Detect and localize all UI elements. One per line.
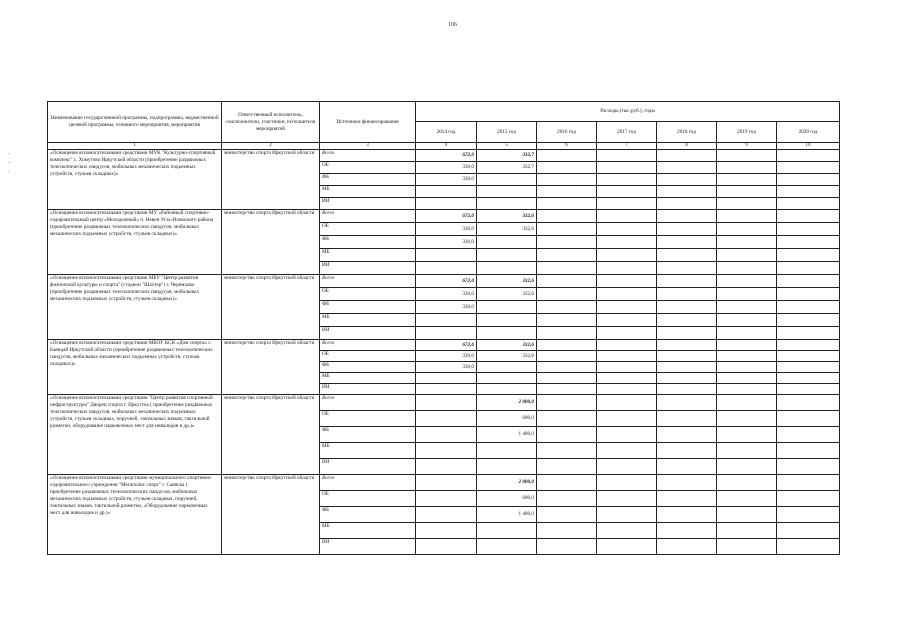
expense-cell bbox=[597, 523, 657, 539]
expense-cell: 672,0 bbox=[416, 150, 477, 162]
header-responsible: Ответственный исполнитель, соисполнители, участники, исполнители мероприятий bbox=[222, 102, 320, 143]
expense-cell bbox=[717, 362, 777, 373]
expense-cell: 332,6 bbox=[477, 223, 537, 236]
expense-cell: 336,0 bbox=[416, 301, 477, 314]
column-number: 1 bbox=[48, 143, 222, 150]
funding-source: МБ bbox=[320, 523, 416, 539]
expense-cell bbox=[477, 443, 537, 459]
expense-cell bbox=[597, 186, 657, 198]
expense-cell bbox=[597, 491, 657, 507]
expense-cell bbox=[717, 539, 777, 555]
expense-cell: 332,6 bbox=[477, 275, 537, 288]
column-number: 9 bbox=[717, 143, 777, 150]
expense-cell bbox=[477, 384, 537, 395]
expense-cell bbox=[777, 236, 840, 249]
expense-cell bbox=[717, 443, 777, 459]
expense-cell bbox=[777, 210, 840, 223]
expense-cell bbox=[477, 301, 537, 314]
funding-source: ИИ bbox=[320, 384, 416, 395]
expense-cell bbox=[597, 362, 657, 373]
expense-cell bbox=[657, 351, 717, 362]
expense-cell bbox=[537, 150, 597, 162]
expense-cell bbox=[537, 340, 597, 351]
column-number: 8 bbox=[657, 143, 717, 150]
header-year: 2017 год bbox=[597, 122, 657, 143]
expense-cell bbox=[777, 327, 840, 340]
expense-cell bbox=[477, 523, 537, 539]
expense-cell bbox=[416, 262, 477, 275]
expense-cell bbox=[537, 411, 597, 427]
expense-cell bbox=[477, 249, 537, 262]
expense-cell bbox=[777, 395, 840, 411]
expense-cell bbox=[657, 443, 717, 459]
expense-cell bbox=[657, 314, 717, 327]
expense-cell bbox=[597, 262, 657, 275]
funding-source: ФБ bbox=[320, 236, 416, 249]
expense-cell bbox=[597, 507, 657, 523]
expense-cell bbox=[597, 539, 657, 555]
expense-cell bbox=[777, 262, 840, 275]
header-year: 2019 год bbox=[717, 122, 777, 143]
expense-cell bbox=[717, 411, 777, 427]
expense-cell bbox=[537, 174, 597, 186]
funding-source: ИИ bbox=[320, 539, 416, 555]
expense-cell bbox=[717, 373, 777, 384]
expense-cell bbox=[597, 174, 657, 186]
expense-cell bbox=[416, 539, 477, 555]
expense-cell bbox=[597, 249, 657, 262]
expense-cell: 1 400,0 bbox=[477, 507, 537, 523]
activity-name: «Оснащение вспомогательными средствами МБОУ КСК «Дом спорта» с. Баяндай Иркутской области (приобретение раздвижных телескопических пандусов, мобильных механических подъемных устройств, стульев складных)» bbox=[48, 340, 222, 395]
expense-cell bbox=[717, 236, 777, 249]
expense-cell bbox=[657, 210, 717, 223]
expense-cell bbox=[717, 210, 777, 223]
funding-source: ОБ bbox=[320, 162, 416, 174]
funding-source: ОБ bbox=[320, 351, 416, 362]
expense-cell bbox=[597, 373, 657, 384]
funding-source: МБ bbox=[320, 373, 416, 384]
header-year: 2018 год bbox=[657, 122, 717, 143]
responsible-executor: министерство спорта Иркутской области bbox=[222, 475, 320, 555]
responsible-executor: министерство спорта Иркутской области bbox=[222, 340, 320, 395]
expense-cell bbox=[717, 249, 777, 262]
expense-cell: 332,6 bbox=[477, 351, 537, 362]
expense-cell bbox=[477, 362, 537, 373]
expense-cell: 336,0 bbox=[416, 362, 477, 373]
expense-cell bbox=[477, 236, 537, 249]
expense-cell bbox=[537, 459, 597, 475]
expense-cell bbox=[657, 301, 717, 314]
expense-cell bbox=[597, 340, 657, 351]
expense-cell bbox=[597, 411, 657, 427]
expense-cell bbox=[537, 395, 597, 411]
header-sources: Источники финансирования bbox=[320, 102, 416, 143]
expense-cell bbox=[777, 507, 840, 523]
expense-cell bbox=[416, 395, 477, 411]
table-row bbox=[48, 340, 840, 351]
expense-cell bbox=[477, 198, 537, 210]
expense-cell bbox=[597, 210, 657, 223]
column-number: 2 bbox=[222, 143, 320, 150]
expense-cell bbox=[777, 162, 840, 174]
expense-cell bbox=[657, 384, 717, 395]
activity-name: «Оснащение вспомогательными средствами МУК "Культурно-спортивный комплекс" с. Хомутово Иркутской области (приобретение раздвижных телескопических пандусов, мобильных механических подъемных устройств, стульев складных)» bbox=[48, 150, 222, 210]
expense-cell bbox=[477, 262, 537, 275]
expense-cell: 332,7 bbox=[477, 162, 537, 174]
expense-cell bbox=[777, 223, 840, 236]
expense-cell bbox=[717, 523, 777, 539]
funding-source: Всего bbox=[320, 475, 416, 491]
funding-source: ИИ bbox=[320, 198, 416, 210]
column-number: 4 bbox=[416, 143, 477, 150]
funding-source: ОБ bbox=[320, 223, 416, 236]
expense-cell bbox=[597, 162, 657, 174]
funding-source: МБ bbox=[320, 186, 416, 198]
expense-cell bbox=[537, 249, 597, 262]
funding-source: ИИ bbox=[320, 459, 416, 475]
expense-cell: 336,0 bbox=[416, 223, 477, 236]
expense-cell: 336,0 bbox=[416, 174, 477, 186]
expense-cell bbox=[477, 327, 537, 340]
funding-source: ИИ bbox=[320, 327, 416, 340]
page-number: 106 bbox=[448, 22, 457, 28]
funding-source: Всего bbox=[320, 150, 416, 162]
expense-cell bbox=[537, 351, 597, 362]
expense-cell bbox=[416, 327, 477, 340]
expense-cell: 1 400,0 bbox=[477, 427, 537, 443]
expense-cell bbox=[416, 523, 477, 539]
expenses-table bbox=[47, 101, 840, 555]
expense-cell bbox=[657, 249, 717, 262]
expense-cell bbox=[777, 198, 840, 210]
expense-cell bbox=[537, 288, 597, 301]
expense-cell bbox=[597, 236, 657, 249]
header-year: 2020 год bbox=[777, 122, 840, 143]
expense-cell bbox=[537, 523, 597, 539]
column-number: 7 bbox=[597, 143, 657, 150]
expense-cell bbox=[416, 475, 477, 491]
expense-cell bbox=[717, 351, 777, 362]
funding-source: МБ bbox=[320, 249, 416, 262]
expense-cell bbox=[597, 288, 657, 301]
expense-cell bbox=[416, 459, 477, 475]
expense-cell bbox=[597, 327, 657, 340]
expense-cell bbox=[597, 150, 657, 162]
expense-cell: 672,0 bbox=[416, 340, 477, 351]
expense-cell bbox=[717, 475, 777, 491]
expense-cell bbox=[597, 443, 657, 459]
table-row bbox=[48, 275, 840, 288]
expense-cell bbox=[657, 427, 717, 443]
expense-cell: 336,0 bbox=[416, 288, 477, 301]
expense-cell: 600,0 bbox=[477, 411, 537, 427]
column-number: 6 bbox=[537, 143, 597, 150]
expense-cell bbox=[477, 314, 537, 327]
expense-cell bbox=[537, 507, 597, 523]
funding-source: МБ bbox=[320, 314, 416, 327]
expense-cell bbox=[777, 362, 840, 373]
expense-cell bbox=[717, 507, 777, 523]
expense-cell bbox=[537, 427, 597, 443]
expense-cell bbox=[416, 384, 477, 395]
column-number: 3 bbox=[320, 143, 416, 150]
expense-cell bbox=[777, 384, 840, 395]
expense-cell bbox=[597, 427, 657, 443]
funding-source: Всего bbox=[320, 210, 416, 223]
header-year: 2015 год bbox=[477, 122, 537, 143]
expense-cell bbox=[416, 186, 477, 198]
expense-cell bbox=[777, 411, 840, 427]
expense-cell bbox=[537, 475, 597, 491]
expense-cell bbox=[477, 373, 537, 384]
expense-cell bbox=[717, 395, 777, 411]
expense-cell bbox=[777, 539, 840, 555]
expense-cell bbox=[597, 395, 657, 411]
expense-cell bbox=[717, 223, 777, 236]
expense-cell bbox=[597, 459, 657, 475]
expense-cell bbox=[416, 198, 477, 210]
expense-cell: 332,6 bbox=[477, 210, 537, 223]
funding-source: Всего bbox=[320, 395, 416, 411]
responsible-executor: министерство спорта Иркутской области bbox=[222, 150, 320, 210]
expense-cell bbox=[717, 275, 777, 288]
table-row bbox=[48, 210, 840, 223]
expense-cell bbox=[717, 301, 777, 314]
responsible-executor: министерство спорта Иркутской области bbox=[222, 395, 320, 475]
expense-cell bbox=[657, 475, 717, 491]
expense-cell bbox=[717, 459, 777, 475]
funding-source: ФБ bbox=[320, 507, 416, 523]
expense-cell bbox=[537, 275, 597, 288]
expense-cell bbox=[657, 395, 717, 411]
funding-source: ФБ bbox=[320, 427, 416, 443]
expense-cell bbox=[657, 327, 717, 340]
expense-cell bbox=[657, 411, 717, 427]
expense-cell bbox=[717, 340, 777, 351]
activity-name: «Оснащение вспомогательными средствами муниципального спортивно-оздоровительного учреждения "Мегаполис спорт" г. Саянска ( приобретение раздвижных телескопических пандусов, мобильных механических подъемных устройств, стульев складных, поручней, тактильных знаков, тактильной разметки, «Оборудование парковочных мест для инвалидов и др.)» bbox=[48, 475, 222, 555]
funding-source: МБ bbox=[320, 443, 416, 459]
expense-cell bbox=[597, 275, 657, 288]
expense-cell bbox=[537, 198, 597, 210]
expense-cell bbox=[416, 249, 477, 262]
margin-mark: - bbox=[8, 169, 10, 175]
funding-source: Всего bbox=[320, 340, 416, 351]
expense-cell bbox=[657, 275, 717, 288]
activity-name: «Оснащение вспомогательными средствами МУ «Районный спортивно-оздоровительный центр «Молодежный» п. Невон Усть-Илимского района (приобретение раздвижных телескопических пандусов, мобильных механических подъемных устройств, стульев складных)» bbox=[48, 210, 222, 275]
expense-cell bbox=[777, 150, 840, 162]
expense-cell bbox=[597, 301, 657, 314]
expense-cell bbox=[537, 223, 597, 236]
expense-cell bbox=[537, 186, 597, 198]
expense-cell: 332,6 bbox=[477, 340, 537, 351]
expense-cell bbox=[657, 459, 717, 475]
expense-cell bbox=[717, 327, 777, 340]
expense-cell: 332,7 bbox=[477, 150, 537, 162]
margin-marks bbox=[8, 150, 10, 177]
expense-cell: 672,0 bbox=[416, 210, 477, 223]
expense-cell bbox=[777, 288, 840, 301]
expense-cell: 336,0 bbox=[416, 351, 477, 362]
header-year: 2014 год bbox=[416, 122, 477, 143]
expense-cell: 336,0 bbox=[416, 162, 477, 174]
expense-cell bbox=[777, 314, 840, 327]
expense-cell bbox=[657, 262, 717, 275]
expense-cell bbox=[717, 198, 777, 210]
expense-cell bbox=[537, 262, 597, 275]
expense-cell bbox=[657, 340, 717, 351]
expense-cell bbox=[777, 523, 840, 539]
expense-cell bbox=[717, 174, 777, 186]
expense-cell bbox=[777, 249, 840, 262]
expense-cell: 332,6 bbox=[477, 288, 537, 301]
margin-mark: - bbox=[8, 160, 10, 166]
expense-cell bbox=[717, 384, 777, 395]
expense-cell bbox=[657, 186, 717, 198]
expense-cell bbox=[657, 507, 717, 523]
expense-cell bbox=[477, 539, 537, 555]
expense-cell bbox=[597, 314, 657, 327]
expense-cell bbox=[477, 174, 537, 186]
responsible-executor: министерство спорта Иркутской области bbox=[222, 275, 320, 340]
expense-cell bbox=[777, 340, 840, 351]
activity-name: «Оснащение вспомогательными средствами "Центр развития спортивной инфраструктуры" Дворец спорта г. Иркутска ( приобретение раздвижных телескопических пандусов, мобильных механических подъемных устройств, стульев складных, поручней, тактильных знаков, тактильной разметки, оборудование парковочных мест для инвалидов и др.)» bbox=[48, 395, 222, 475]
expense-cell bbox=[597, 223, 657, 236]
expense-cell: 672,0 bbox=[416, 275, 477, 288]
expense-cell bbox=[416, 427, 477, 443]
header-year: 2016 год bbox=[537, 122, 597, 143]
expense-cell bbox=[657, 223, 717, 236]
expense-cell bbox=[537, 210, 597, 223]
expense-cell bbox=[657, 236, 717, 249]
expense-cell bbox=[717, 186, 777, 198]
expense-cell bbox=[597, 351, 657, 362]
expense-cell bbox=[777, 475, 840, 491]
expense-cell bbox=[777, 373, 840, 384]
margin-mark: - bbox=[8, 151, 10, 157]
expense-cell: 2 000,0 bbox=[477, 395, 537, 411]
expense-cell bbox=[416, 314, 477, 327]
expense-cell bbox=[537, 373, 597, 384]
expense-cell bbox=[416, 507, 477, 523]
expense-cell bbox=[717, 262, 777, 275]
header-name: Наименование государственной программы, подпрограммы, ведомственной целевой программы, основного мероприятия, мероприятия bbox=[48, 102, 222, 143]
expense-cell bbox=[717, 427, 777, 443]
funding-source: Всего bbox=[320, 275, 416, 288]
expense-cell bbox=[657, 539, 717, 555]
table-row bbox=[48, 150, 840, 162]
expense-cell bbox=[657, 150, 717, 162]
expense-cell bbox=[717, 491, 777, 507]
expense-cell bbox=[717, 314, 777, 327]
expense-cell bbox=[657, 162, 717, 174]
expense-cell bbox=[717, 288, 777, 301]
header-expenses: Расходы (тыс.руб.), годы bbox=[416, 102, 840, 122]
expense-cell bbox=[657, 198, 717, 210]
expense-cell: 600,0 bbox=[477, 491, 537, 507]
expense-cell bbox=[597, 198, 657, 210]
funding-source: ИИ bbox=[320, 262, 416, 275]
funding-source: ОБ bbox=[320, 491, 416, 507]
column-number: 10 bbox=[777, 143, 840, 150]
expense-cell bbox=[777, 186, 840, 198]
funding-source: ФБ bbox=[320, 174, 416, 186]
expense-cell bbox=[537, 327, 597, 340]
expense-cell bbox=[657, 174, 717, 186]
funding-source: ФБ bbox=[320, 362, 416, 373]
expense-cell bbox=[416, 411, 477, 427]
column-number: 5 bbox=[477, 143, 537, 150]
expense-cell bbox=[657, 491, 717, 507]
expense-cell: 336,0 bbox=[416, 236, 477, 249]
expense-cell bbox=[657, 373, 717, 384]
expense-cell bbox=[777, 301, 840, 314]
expense-cell bbox=[717, 150, 777, 162]
expense-cell bbox=[537, 301, 597, 314]
expense-cell bbox=[777, 174, 840, 186]
funding-source: ОБ bbox=[320, 411, 416, 427]
expense-cell bbox=[777, 427, 840, 443]
expense-cell bbox=[537, 162, 597, 174]
expense-cell bbox=[777, 491, 840, 507]
expense-cell bbox=[416, 443, 477, 459]
expense-cell bbox=[537, 384, 597, 395]
expense-cell bbox=[416, 491, 477, 507]
expense-cell bbox=[777, 459, 840, 475]
expense-cell bbox=[537, 539, 597, 555]
funding-source: ФБ bbox=[320, 301, 416, 314]
responsible-executor: министерство спорта Иркутской области bbox=[222, 210, 320, 275]
expense-cell bbox=[657, 288, 717, 301]
expense-cell bbox=[477, 186, 537, 198]
expense-cell bbox=[657, 362, 717, 373]
expense-cell bbox=[597, 475, 657, 491]
expense-cell bbox=[717, 162, 777, 174]
activity-name: «Оснащение вспомогательными средствами МБУ "Центр развития физической культуры и спорта" (стадион "Шахтер") г. Черемхово (приобретение раздвижных телескопических пандусов, мобильных механических подъемных устройств, стульев складных)» bbox=[48, 275, 222, 340]
expense-cell bbox=[537, 236, 597, 249]
table-row bbox=[48, 395, 840, 411]
expense-cell bbox=[597, 384, 657, 395]
expense-cell bbox=[416, 373, 477, 384]
expense-cell bbox=[657, 523, 717, 539]
expense-cell bbox=[537, 362, 597, 373]
table-row bbox=[48, 475, 840, 491]
expense-cell bbox=[537, 491, 597, 507]
expense-cell bbox=[777, 275, 840, 288]
expense-cell bbox=[777, 443, 840, 459]
expense-cell bbox=[777, 351, 840, 362]
expense-cell bbox=[537, 314, 597, 327]
expense-cell bbox=[477, 459, 537, 475]
funding-source: ОБ bbox=[320, 288, 416, 301]
expense-cell bbox=[537, 443, 597, 459]
expense-cell: 2 000,0 bbox=[477, 475, 537, 491]
